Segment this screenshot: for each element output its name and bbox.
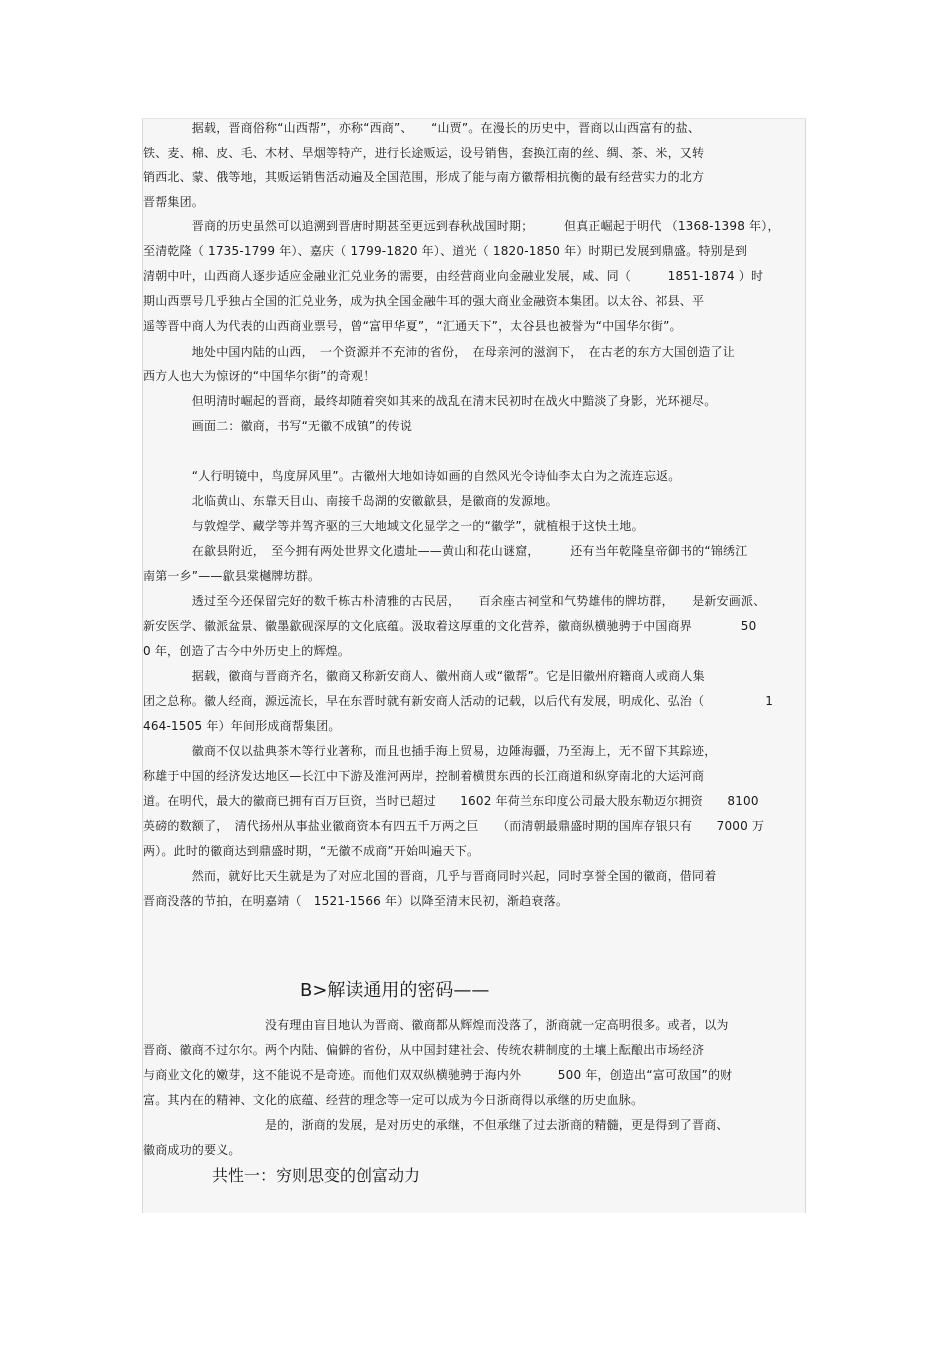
paragraph-line: 称雄于中国的经济发达地区—长江中下游及淮河两岸，控制着横贯东西的长江商道和纵穿南北的大运河商 [143, 769, 705, 783]
paragraph-line: 与商业文化的嫩芽，这不能说不是奇迹。而他们双双纵横驰骋于海内外 500 年，创造出“富可敌国”的财 [143, 1068, 733, 1082]
paragraph-line: 北临黄山、东靠天目山、南接千岛湖的安徽歙县，是徽商的发源地。 [143, 494, 558, 508]
paragraph-line: 团之总称。徽人经商，源远流长，早在东晋时就有新安商人活动的记载，以后代有发展，明成化、弘治（ 1 [143, 694, 774, 708]
paragraph-line: 徽商成功的要义。 [143, 1143, 241, 1157]
paragraph-line: 两）。此时的徽商达到鼎盛时期，“无徽不成商”开始叫遍天下。 [143, 844, 480, 858]
paragraph-line: 期山西票号几乎独占全国的汇兑业务，成为执全国金融牛耳的强大商业金融资本集团。以太谷、祁县、平 [143, 294, 705, 308]
paragraph-line: 是的，浙商的发展，是对历史的承继，不但承继了过去浙商的精髓，更是得到了晋商、 [143, 1118, 729, 1132]
paragraph-line: “人行明镜中，鸟度屏风里”。古徽州大地如诗如画的自然风光令诗仙李太白为之流连忘返。 [143, 469, 681, 483]
paragraph-line: 清朝中叶，山西商人逐步适应金融业汇兑业务的需要，由经营商业向金融业发展，咸、同（ 1851-1874 ）时 [143, 269, 764, 283]
subsection-heading: 共性一：穷则思变的创富动力 [212, 1166, 421, 1185]
paragraph-line: 英磅的数额了， 清代扬州从事盐业徽商资本有四五千万两之巨 （而清朝最鼎盛时期的国库存银只有 7000 万 [143, 819, 765, 833]
paragraph-line: 销西北、蒙、俄等地，其贩运销售活动遍及全国范围，形成了能与南方徽帮相抗衡的最有经营实力的北方 [143, 170, 705, 184]
paragraph-line: 据载，晋商俗称“山西帮”，亦称“西商”、 “山贾”。在漫长的历史中，晋商以山西富有的盐、 [143, 121, 701, 135]
paragraph-line: 至清乾隆（ 1735-1799 年）、嘉庆（ 1799-1820 年）、道光（ 1820-1850 年）时期已发展到鼎盛。特别是到 [143, 244, 748, 258]
paragraph-line: 徽商不仅以盐典茶木等行业著称，而且也插手海上贸易，边陲海疆，乃至海上，无不留下其踪迹， [143, 744, 717, 758]
paragraph-line: 南第一乡”——歙县棠樾牌坊群。 [143, 569, 321, 583]
paragraph-line: 据载，徽商与晋商齐名，徽商又称新安商人、徽州商人或“徽帮”。它是旧徽州府籍商人或商人集 [143, 669, 705, 683]
paragraph-line: 透过至今还保留完好的数千栋古朴清雅的古民居， 百余座古祠堂和气势雄伟的牌坊群， 是新安画派、 [143, 594, 766, 608]
paragraph-line: 新安医学、徽派盆景、徽墨歙砚深厚的文化底蕴。汲取着这厚重的文化营养，徽商纵横驰骋于中国商界 50 [143, 619, 757, 633]
paragraph-line: 晋帮集团。 [143, 195, 205, 209]
section-subtitle: 画面二：徽商，书写“无徽不成镇”的传说 [143, 419, 413, 433]
section-heading: B>解读通用的密码—— [300, 980, 490, 1001]
paragraph-line: 晋商、徽商不过尔尔。两个内陆、偏僻的省份，从中国封建社会、传统农耕制度的土壤上酝酿出市场经济 [143, 1043, 705, 1057]
paragraph-line: 铁、麦、棉、皮、毛、木材、旱烟等特产，进行长途贩运，设号销售，套换江南的丝、绸、茶、米，又转 [143, 146, 705, 160]
paragraph-line: 晋商没落的节拍，在明嘉靖（ 1521-1566 年）以降至清末民初，渐趋衰落。 [143, 894, 569, 908]
paragraph-line: 西方人也大为惊讶的“中国华尔街”的奇观！ [143, 369, 376, 383]
paragraph-line: 没有理由盲目地认为晋商、徽商都从辉煌而没落了，浙商就一定高明很多。或者，以为 [143, 1018, 729, 1032]
paragraph-line: 道。在明代，最大的徽商已拥有百万巨资，当时已超过 1602 年荷兰东印度公司最大股东勒迈尔拥资 8100 [143, 794, 759, 808]
paragraph-line: 晋商的历史虽然可以追溯到晋唐时期甚至更远到春秋战国时期； 但真正崛起于明代 （1368-1398 年）， [143, 219, 780, 233]
paragraph-line: 富。其内在的精神、文化的底蕴、经营的理念等一定可以成为今日浙商得以承继的历史血脉。 [143, 1093, 644, 1107]
paragraph-line: 但明清时崛起的晋商，最终却随着突如其来的战乱在清末民初时在战火中黯淡了身影，光环褪尽。 [143, 394, 717, 408]
paragraph-line: 与敦煌学、藏学等并驾齐驱的三大地域文化显学之一的“徽学”，就植根于这快土地。 [143, 519, 644, 533]
paragraph-line: 遥等晋中商人为代表的山西商业票号，曾“富甲华夏”，“汇通天下”，太谷县也被誉为“中国华尔街”。 [143, 319, 682, 333]
paragraph-line: 地处中国内陆的山西， 一个资源并不充沛的省份， 在母亲河的滋润下， 在古老的东方大国创造了让 [143, 345, 736, 359]
paragraph-line: 464-1505 年）年间形成商帮集团。 [143, 719, 341, 733]
paragraph-line: 0 年，创造了古今中外历史上的辉煌。 [143, 644, 351, 658]
paragraph-line: 然而，就好比天生就是为了对应北国的晋商，几乎与晋商同时兴起，同时享誉全国的徽商，借同着 [143, 869, 717, 883]
paragraph-line: 在歙县附近， 至今拥有两处世界文化遗址——黄山和花山谜窟， 还有当年乾隆皇帝御书的“锦绣江 [143, 544, 748, 558]
